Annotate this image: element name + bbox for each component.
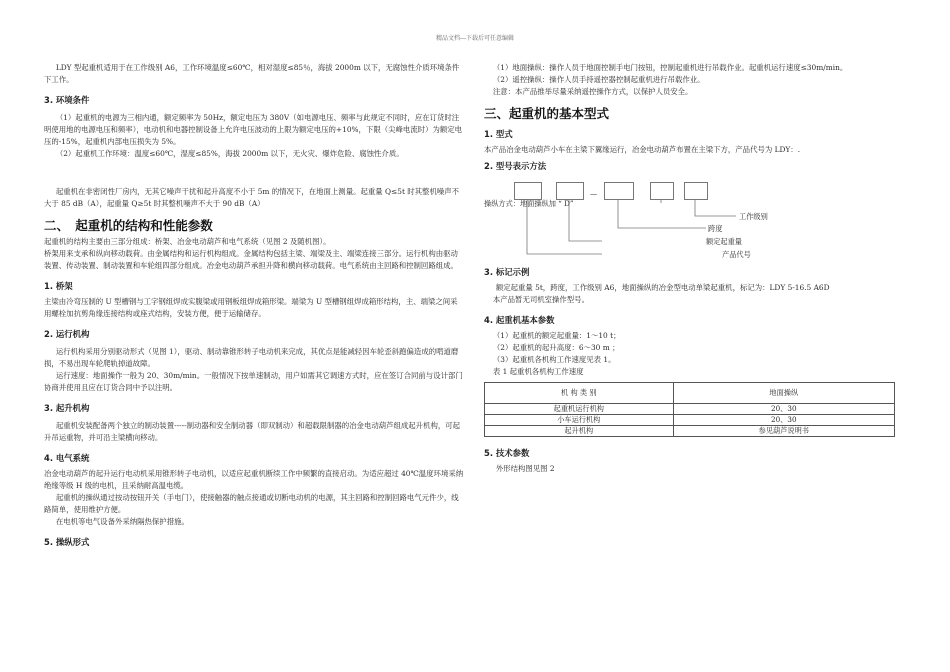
model-notation-diagram (484, 182, 904, 262)
noise-paragraph: 起重机在非密闭性厂房内，无其它噪声干扰和起升高度不小于 5m 的情况下，在地面上测量。起重量 Q≤5t 时其整机噪声不大于 85 dB（A），起重量 Q≥5t 时其整机噪声不大于 90 dB（A） (44, 187, 460, 208)
operation-note: 注意：本产品推举尽量采纳遥控操作方式，以保护人员安全。 (492, 87, 693, 96)
heading-hoist-mechanism: 3. 起升机构 (44, 403, 90, 413)
intro-paragraph: LDY 型起重机适用于在工作级别 A6，工作环境温度≤60℃，相对湿度≤85％，海拔 2000m 以下，无腐蚀性介质环境条件下工作。 (44, 63, 460, 84)
electrical-paragraph-3: 在电机等电气设备外采纳隔热保护措施。 (55, 517, 189, 526)
heading-basic-type: 三、起重机的基本型式 (484, 106, 610, 121)
heading-basic-parameters: 4. 起重机基本参数 (484, 315, 555, 325)
table-cell: 起重机运行机构 (485, 404, 674, 415)
operation-item-2: （2）遥控操纵：操作人员手持遥控器控制起重机进行吊载作业。 (492, 75, 705, 84)
table-caption: 表 1 起重机各机构工作速度 (492, 367, 584, 376)
travel-paragraph-1: 运行机构采用分别驱动形式（见图 1），驱动、制动靠锥形转子电动机来完成，其优点是能减轻因车轮歪斜跑偏造成的啃道磨损，不易出现车轮爬轨掉道故障。 (44, 347, 459, 368)
table-row (485, 426, 895, 437)
marking-paragraph-1: 额定起重量 5t，跨度，工作级别 A6，地面操纵的冶金型电动单梁起重机，标记为：LDY 5-16.5 A6D (495, 283, 830, 292)
heading-marking-example: 3. 标记示例 (484, 267, 530, 277)
env-paragraph-1: （1）起重机的电源为三相内通，额定频率为 50Hz，额定电压为 380V（如电源电压、频率与此规定不同时，应在订货时注明使用地的电源电压和频率），电动机和电器控制设备上允许电压波动的上限为额定电压的+10%，下限（尖峰电流时）为额定电压的-15%，起重机内部电压损失为 5%。 (44, 113, 463, 146)
heading-structure: 二、 起重机的结构和性能参数 (44, 218, 213, 233)
left-column (44, 62, 464, 548)
heading-travel-mechanism: 2. 运行机构 (44, 329, 90, 339)
table-cell: 起升机构 (485, 426, 674, 437)
diagram-operation-label: 操纵方式：地面操纵加 “ D” (484, 199, 574, 208)
heading-model-notation: 2. 型号表示方法 (484, 161, 547, 171)
table-header-row (485, 383, 895, 404)
diagram-dash: — (590, 189, 598, 198)
heading-electrical: 4. 电气系统 (44, 453, 90, 463)
heading-environment: 3. 环境条件 (44, 95, 90, 105)
table-row (485, 415, 895, 426)
travel-paragraph-2: 运行速度：地面操作一般为 20、30m/min。一般情况下按单速制动，用户如需其它调速方式时，应在签订合同前与设计部门协商并使用且应在订货合同中予以注明。 (44, 371, 463, 392)
electrical-paragraph-1: 冶金电动葫芦的起升运行电动机采用锥形转子电动机，以适应起重机断续工作中频繁的直接启动。为适应超过 40℃温度环境采纳绝缘等级 H 级的电机，且采纳耐高温电缆。 (44, 469, 464, 490)
table-cell: 20、30 (673, 404, 894, 415)
table-cell: 小车运行机构 (485, 415, 674, 426)
electrical-paragraph-2: 起重机的操纵通过按动按钮开关（手电门），使接触器的触点接通或切断电动机的电源，其主回路和控制回路电气元件少，线路简单，使用维护方便。 (44, 493, 459, 514)
diagram-label-product-code: 产品代号 (722, 250, 751, 259)
diagram-label-span: 跨度 (708, 224, 723, 233)
right-column (484, 62, 904, 475)
type-paragraph: 本产品冶金电动葫芦小车在主梁下翼缘运行，冶金电动葫芦布置在主梁下方，产品代号为 LDY：. (484, 145, 801, 154)
structure-paragraph-1: 起重机的结构主要由三部分组成：桥架、冶金电动葫芦和电气系统（见图 2 及随机图）。 (44, 237, 331, 246)
parameter-item-1: （1）起重机的额定起重量：1～10 t； (492, 331, 621, 340)
parameter-item-2: （2）起重机的起升高度：6～30 m ； (492, 343, 620, 352)
table-header-cell: 机 构 类 别 (485, 383, 674, 404)
technical-paragraph: 外形结构图见图 2 (495, 464, 555, 473)
table-row (485, 404, 895, 415)
speed-table (484, 382, 895, 437)
table-cell: 20、30 (673, 415, 894, 426)
heading-operation: 5. 操纵形式 (44, 537, 90, 547)
diagram-label-rated-load: 额定起重量 (706, 237, 742, 246)
page-header: 精品文档---下载后可任意编辑 (435, 35, 515, 42)
bridge-paragraph: 主梁由冷弯压制的 U 型槽钢与工字钢组焊成实腹梁或用钢板组焊成箱形梁。端梁为 U 型槽钢组焊成箱形结构，主、端梁之间采用螺栓加抗剪角缘连接结构或座式结构，安装方便，便于运输储存。 (44, 297, 458, 318)
heading-bridge: 1. 桥架 (44, 281, 73, 291)
table-cell: 参见葫芦说明书 (673, 426, 894, 437)
structure-paragraph-2: 桥架用来支承和纵向移动载荷。由金属结构和运行机构组成。金属结构包括主梁、端梁及主、端梁连接三部分。运行机构由驱动装置、传动装置、制动装置和车轮组四部分组成。冶金电动葫芦承担升降和横向移动载荷。电气系统由主回路和控制回路组成。 (44, 249, 458, 270)
marking-paragraph-2: 本产品暂无司机室操作型号。 (492, 295, 589, 304)
heading-technical-parameters: 5. 技术参数 (484, 448, 530, 458)
hoist-paragraph: 起重机安装配备两个独立的制动装置-----制动器和安全制动器（即双制动）和超载限制器的冶金电动葫芦组成起升机构，可起升吊运重物，并可沿主梁横向移动。 (44, 421, 461, 442)
diagram-connectors (484, 182, 904, 262)
env-paragraph-2: （2）起重机工作环境：温度≤60℃，湿度≤85%，海拔 2000m 以下，无火灾、爆炸危险、腐蚀性介质。 (55, 149, 404, 158)
heading-type: 1. 型式 (484, 129, 513, 139)
diagram-label-duty-class: 工作级别 (739, 212, 768, 221)
operation-item-1: （1）地面操纵：操作人员于地面控制手电门按钮，控制起重机进行吊载作业。起重机运行速度≤30m/min。 (492, 63, 848, 72)
parameter-item-3: （3）起重机各机构工作速度见表 1。 (492, 355, 616, 364)
table-header-cell: 地面操纵 (673, 383, 894, 404)
